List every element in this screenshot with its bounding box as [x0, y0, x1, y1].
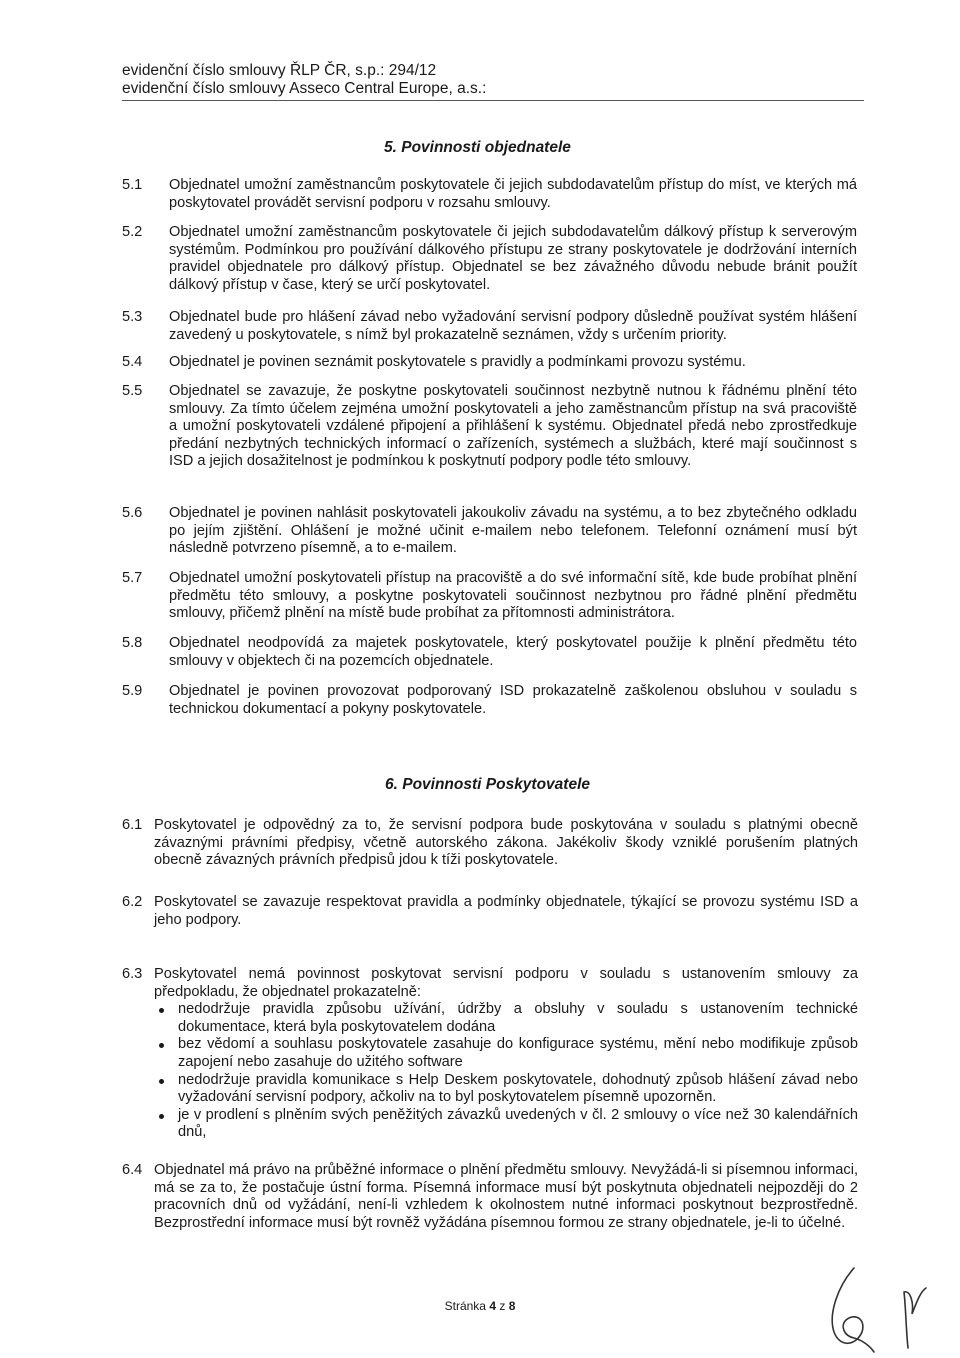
section-5-title: 5. Povinnosti objednatele [384, 139, 571, 156]
bullet-list [154, 1001, 858, 1142]
clause-number: 5.9 [122, 683, 143, 699]
clause-text: Objednatel umožní zaměstnancům poskytovatele či jejich subdodavatelům přístup do míst, ve kterých má poskytovatel provádět servisní podporu v rozsahu smlouvy. [169, 177, 857, 211]
clause-number: 5.1 [122, 177, 143, 193]
header-line-1: evidenční číslo smlouvy ŘLP ČR, s.p.: 294/12 [122, 62, 437, 79]
header-divider [122, 100, 864, 101]
clause-intro: Poskytovatel nemá povinnost poskytovat servisní podporu v souladu s ustanovením smlouvy za předpokladu, že objednatel prokazatelně: [154, 966, 858, 1000]
section-6-title: 6. Povinnosti Poskytovatele [385, 776, 591, 793]
clause-text: Poskytovatel se zavazuje respektovat pravidla a podmínky objednatele, týkající se provozu systému ISD a jeho podpory. [154, 894, 858, 928]
clause-text: Objednatel umožní zaměstnancům poskytovatele či jejich subdodavatelům dálkový přístup k serverovým systémům. Podmínkou pro používání dálkového přístupu ze strany poskytovatele je dodržování interních pravidel objednatele pro dálkový přístup. Objednatel se bez závažného důvodu nebude bránit použít dálkový přístup v čase, který se určí poskytovatel. [169, 224, 857, 293]
clause-text: Objednatel má právo na průběžné informace o plnění předmětu smlouvy. Nevyžádá-li si písemnou informaci, má se za to, že postačuje ústní forma. Písemná informace musí být poskytnuta objednateli nejpozději do 2 pracovních dnů od vyžádání, není-li vzhledem k okolnostem nutné informaci poskytnout bezprostředně. Bezprostřední informace musí být rovněž vyžádána písemnou formou ze strany objednatele, je-li to účelné. [154, 1162, 858, 1231]
contract-header [122, 62, 862, 98]
clause-text: Objednatel je povinen seznámit poskytovatele s pravidly a podmínkami provozu systému. [169, 354, 746, 370]
clause-number: 6.3 [122, 966, 143, 982]
clause-text [154, 966, 858, 1142]
header-line-2: evidenční číslo smlouvy Asseco Central Europe, a.s.: [122, 80, 487, 97]
bullet-item: je v prodlení s plněním svých peněžitých závazků uvedených v čl. 2 smlouvy o více než 30 kalendářních dnů, [154, 1107, 858, 1142]
clause-number: 5.4 [122, 354, 143, 370]
clause-text: Objednatel neodpovídá za majetek poskytovatele, který poskytovatel použije k plnění předmětu této smlouvy v objektech či na pozemcích objednatele. [169, 635, 857, 669]
handwritten-initials-icon [820, 1262, 940, 1354]
bullet-item: nedodržuje pravidla komunikace s Help Deskem poskytovatele, dohodnutý způsob hlášení závad nebo vyžadování servisní podpory, ačkoliv na to byl poskytovatelem písemně upozorněn. [154, 1072, 858, 1107]
clause-number: 5.3 [122, 309, 143, 325]
clause-text: Objednatel se zavazuje, že poskytne poskytovateli součinnost nezbytně nutnou k řádnému plnění této smlouvy. Za tímto účelem zejména umožní poskytovateli a jeho zaměstnancům přístup na svá pracoviště a umožní poskytovateli vzdálené připojení a přihlášení k systému. Objednatel předá nebo zprostředkuje předání nezbytných technických informací o zařízeních, systémech a službách, které mají součinnost s ISD a jejich dosažitelnost je podmínkou k poskytnutí podpory podle této smlouvy. [169, 383, 857, 470]
footer-page-number: 4 [489, 1299, 497, 1313]
clause-number: 5.2 [122, 224, 143, 240]
clause-number: 5.5 [122, 383, 143, 399]
clause-number: 6.2 [122, 894, 143, 910]
clause-text: Objednatel umožní poskytovateli přístup na pracoviště a do své informační sítě, kde bude probíhat plnění předmětu této smlouvy, a poskytne poskytovateli součinnost nezbytnou pro řádné plnění předmětu smlouvy, přičemž plnění na místě bude probíhat za přítomnosti administrátora. [169, 570, 857, 622]
clause-number: 5.8 [122, 635, 143, 651]
clause-text: Poskytovatel je odpovědný za to, že servisní podpora bude poskytována v souladu s platnými obecně závaznými právními předpisy, včetně autorského zákona. Jakékoliv škody vzniklé porušením platných obecně závazných právních předpisů jdou k tíži poskytovatele. [154, 817, 858, 869]
clause-number: 6.4 [122, 1162, 143, 1178]
clause-number: 5.6 [122, 505, 143, 521]
bullet-item: nedodržuje pravidla způsobu užívání, údržby a obsluhy v souladu s ustanovením technické dokumentace, která byla poskytovatelem dodána [154, 1001, 858, 1036]
footer-total-pages: 8 [508, 1299, 516, 1313]
clause-text: Objednatel je povinen provozovat podporovaný ISD prokazatelně zaškolenou obsluhou v souladu s technickou dokumentací a pokyny poskytovatele. [169, 683, 857, 717]
bullet-item: bez vědomí a souhlasu poskytovatele zasahuje do konfigurace systému, mění nebo modifikuje způsob zapojení nebo zasahuje do užitého software [154, 1036, 858, 1071]
footer-middle: z [496, 1299, 509, 1313]
clause-number: 5.7 [122, 570, 143, 586]
page-footer [0, 1299, 960, 1313]
clause-text: Objednatel je povinen nahlásit poskytovateli jakoukoliv závadu na systému, a to bez zbytečného odkladu po jejím zjištění. Ohlášení je možné učinit e-mailem nebo telefonem. Telefonní oznámení musí být následně potvrzeno písemně, a to e-mailem. [169, 505, 857, 557]
clause-text: Objednatel bude pro hlášení závad nebo vyžadování servisní podpory důsledně používat systém hlášení zavedený u poskytovatele, s nímž byl prokazatelně seznámen, vždy s určením priority. [169, 309, 857, 343]
footer-prefix: Stránka [444, 1299, 490, 1313]
clause-number: 6.1 [122, 817, 143, 833]
